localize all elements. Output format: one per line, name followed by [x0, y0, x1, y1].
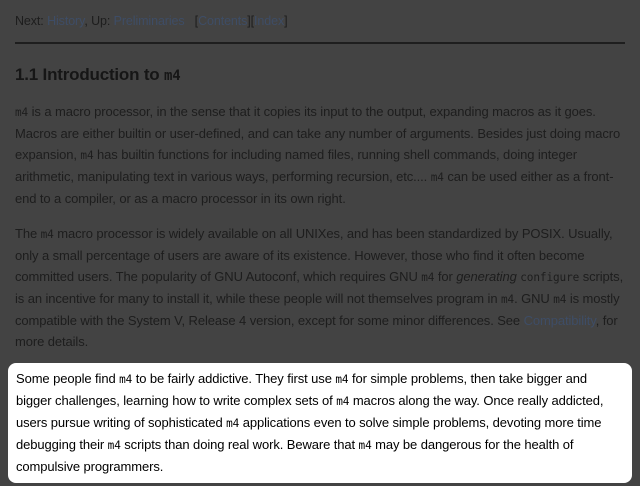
inline-code: m4	[107, 439, 121, 452]
text-run: may be dangerous for the health of compulsive programmers.	[16, 437, 574, 474]
inline-code: m4	[80, 149, 94, 162]
section-heading	[15, 64, 625, 87]
text-run: macros along the way. Once really addicted, users pursue writing of sophisticated	[16, 393, 604, 430]
text-run: , Up:	[84, 14, 114, 28]
inline-code: m4	[119, 373, 133, 386]
inline-code: configure	[520, 271, 580, 284]
breadcrumb	[15, 13, 625, 29]
inline-code: m4	[335, 373, 349, 386]
text-run: for simple problems, then take bigger and bigger challenges, learning how to write complex sets of	[16, 371, 588, 408]
nav-link-history[interactable]: History	[47, 14, 85, 28]
nav-link-index[interactable]: Index	[254, 14, 285, 28]
text-run: scripts than doing real work. Beware that	[120, 437, 359, 452]
paragraph-intro-1	[15, 101, 625, 209]
inline-code: m4	[421, 271, 435, 284]
text-run: scripts, is an incentive for many to install it, while these people will not themselves program in	[15, 269, 624, 306]
inline-code: m4	[358, 439, 372, 452]
text-run: has builtin functions for including named files, running shell commands, doing integer arithmetic, manipulating text in various ways, performing recursion, etc....	[15, 147, 577, 184]
paragraph-intro-2	[15, 223, 625, 352]
nav-link-preliminaries[interactable]: Preliminaries	[113, 14, 185, 28]
inline-code: m4	[336, 395, 350, 408]
inline-italic: generating	[456, 269, 517, 284]
text-run: 1.1 Introduction to	[15, 65, 164, 84]
inline-code: m4	[430, 171, 444, 184]
text-run: is mostly compatible with the System V, Release 4 version, except for some minor differences. See	[15, 291, 620, 328]
inline-code: m4	[500, 293, 515, 306]
text-run: for	[434, 269, 457, 284]
link-compatibility[interactable]: Compatibility	[523, 313, 596, 328]
text-run: can be used either as a front-end to a compiler, or as a macro processor in its own right.	[15, 169, 614, 206]
divider	[15, 42, 625, 44]
text-run: macro processor is widely available on all UNIXes, and has been standardized by POSIX. Usually, only a small percentage of users are aware of its existence. However, those who find it often become committed users. The popularity of GNU Autoconf, which requires GNU	[15, 226, 613, 284]
text-run: . GNU	[514, 291, 554, 306]
inline-code: m4	[164, 68, 181, 84]
text-run: , for more details.	[15, 313, 618, 349]
text-run: is a macro processor, in the sense that it copies its input to the output, expanding macros as it goes. Macros are either builtin or user-defined, and can take any number of arguments. Besides just doing macro expansion,	[15, 104, 621, 162]
inline-code: m4	[40, 228, 54, 241]
inline-code: m4	[553, 293, 567, 306]
inline-code: m4	[226, 417, 240, 430]
text-run: ]	[284, 14, 288, 28]
nav-link-contents[interactable]: Contents	[198, 14, 248, 28]
text-run: ][	[247, 14, 255, 28]
inline-code: m4	[15, 106, 29, 119]
text-run: to be fairly addictive. They first use	[132, 371, 336, 386]
text-run: [	[184, 14, 199, 28]
text-run: Some people find	[16, 371, 120, 386]
highlighted-paragraph	[8, 363, 632, 483]
text-run: applications even to solve simple problems, devoting more time debugging their	[16, 415, 602, 452]
text-run: The	[15, 226, 41, 241]
text-run: Next:	[15, 14, 48, 28]
